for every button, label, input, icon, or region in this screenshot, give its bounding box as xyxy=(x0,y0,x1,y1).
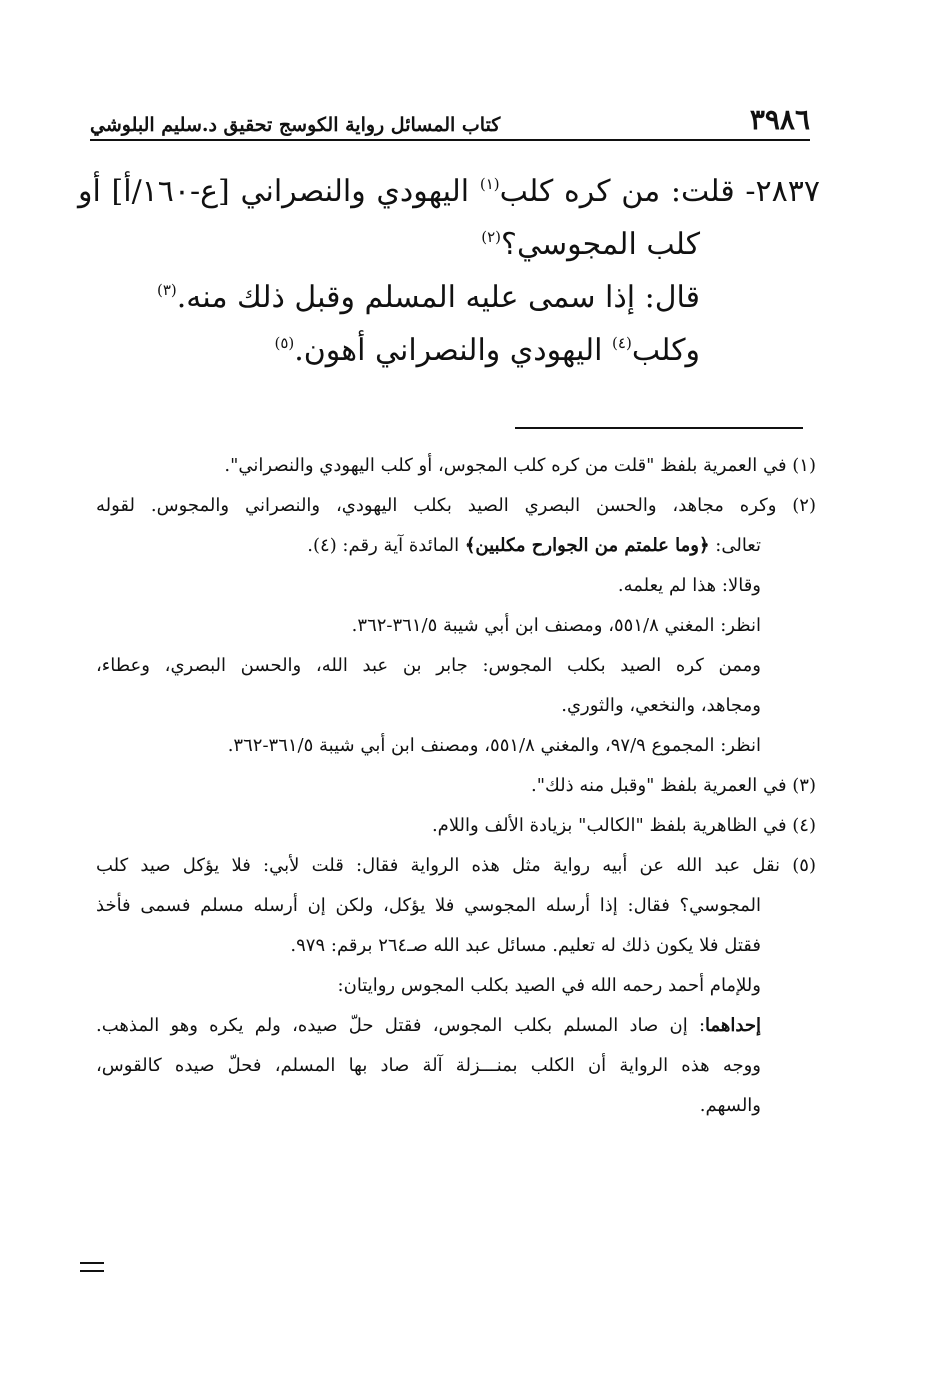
main-line-3-text: قال: إذا سمى عليه المسلم وقبل ذلك منه. xyxy=(176,280,700,315)
main-line-1 xyxy=(78,165,820,218)
footnote-5-line-3: فقتل فلا يكون ذلك له تعليم. مسائل عبد الله صـ٢٦٤ برقم: ٩٧٩. xyxy=(290,935,761,956)
running-title: كتاب المسائل رواية الكوسج تحقيق د.سليم البلوشي xyxy=(90,114,501,136)
footnote-5-lead-word: إحداهما xyxy=(705,1015,761,1036)
footnote-2-line-2 xyxy=(96,526,816,566)
footnote-ref-3: (٣) xyxy=(156,281,177,299)
footnote-2-line-5: وممن كره الصيد بكلب المجوس: جابر بن عبد الله، والحسن البصري، وعطاء، xyxy=(96,655,761,676)
footnote-2-line-4: انظر: المغني ٥٥١/٨، ومصنف ابن أبي شيبة ٣٦١/٥-٣٦٢. xyxy=(351,615,761,636)
footnote-5-line-7: والسهم. xyxy=(699,1095,761,1116)
footnote-5-line-1: (٥) نقل عبد الله عن أبيه رواية مثل هذه الرواية فقال: قلت لأبي: فلا يؤكل صيد كلب xyxy=(96,855,816,876)
footnote-5-line-5-rest: : إن صاد المسلم بكلب المجوس، فقتل حلّ صيده، ولم يكره وهو المذهب. xyxy=(96,1015,706,1036)
footnotes xyxy=(96,446,816,1126)
continuation-mark xyxy=(80,1262,104,1278)
main-line-4-part-a: وكلب xyxy=(631,333,700,368)
footnote-3: (٣) في العمرية بلفظ "وقبل منه ذلك". xyxy=(530,775,816,796)
footnote-2-line-3: وقالا: هذا لم يعلمه. xyxy=(617,575,761,596)
main-line-3 xyxy=(78,271,820,324)
footnote-2-line-2-b: المائدة آية رقم: (٤). xyxy=(307,535,465,556)
footnote-4: (٤) في الظاهرية بلفظ "الكالب" بزيادة الألف واللام. xyxy=(431,815,816,836)
header-rule xyxy=(90,139,810,141)
main-line-2 xyxy=(78,218,820,271)
footnote-5-line-4: وللإمام أحمد رحمه الله في الصيد بكلب المجوس روايتان: xyxy=(337,975,761,996)
footnote-2-line-2-a: تعالى: xyxy=(709,535,761,556)
footnote-ref-2: (٢) xyxy=(481,228,502,246)
footnote-ref-4: (٤) xyxy=(612,334,632,352)
footnote-ref-1: (١) xyxy=(479,175,500,193)
main-line-1-part-b: اليهودي والنصراني [ع-١٦٠/أ] أو xyxy=(78,174,480,209)
footnote-2-line-7: انظر: المجموع ٩٧/٩، والمغني ٥٥١/٨، ومصنف ابن أبي شيبة ٣٦١/٥-٣٦٢. xyxy=(227,735,761,756)
main-line-1-part-a: ٢٨٣٧- قلت: من كره كلب xyxy=(499,174,820,209)
footnote-2-line-1: (٢) وكره مجاهد، والحسن البصري الصيد بكلب اليهودي، والنصراني والمجوس. لقوله xyxy=(96,495,816,516)
footnote-ref-5: (٥) xyxy=(274,334,295,352)
main-line-4 xyxy=(78,324,820,377)
page-number: ٣٩٨٦ xyxy=(749,103,810,136)
footnote-5-line-5 xyxy=(96,1006,816,1046)
main-text xyxy=(78,165,820,377)
footnote-5-line-2: المجوسي؟ فقال: إذا أرسله المجوسي فلا يؤكل، ولكن إن أرسله مسلم فسمى فأخذ xyxy=(96,895,761,916)
footnote-separator xyxy=(515,427,803,429)
page-header xyxy=(90,96,810,136)
quran-verse: ﴿وما علمتم من الجوارح مكلبين﴾ xyxy=(464,535,710,556)
footnote-1: (١) في العمرية بلفظ "قلت من كره كلب المجوس، أو كلب اليهودي والنصراني". xyxy=(224,455,816,476)
footnote-5-line-6: ووجه هذه الرواية أن الكلب بمنـــزلة آلة صاد بها المسلم، فحلّ صيده كالقوس، xyxy=(96,1055,761,1076)
main-line-2-text: كلب المجوسي؟ xyxy=(501,227,700,262)
main-line-4-part-b: اليهودي والنصراني أهون. xyxy=(294,333,613,368)
footnote-2-line-6: ومجاهد، والنخعي، والثوري. xyxy=(561,695,761,716)
